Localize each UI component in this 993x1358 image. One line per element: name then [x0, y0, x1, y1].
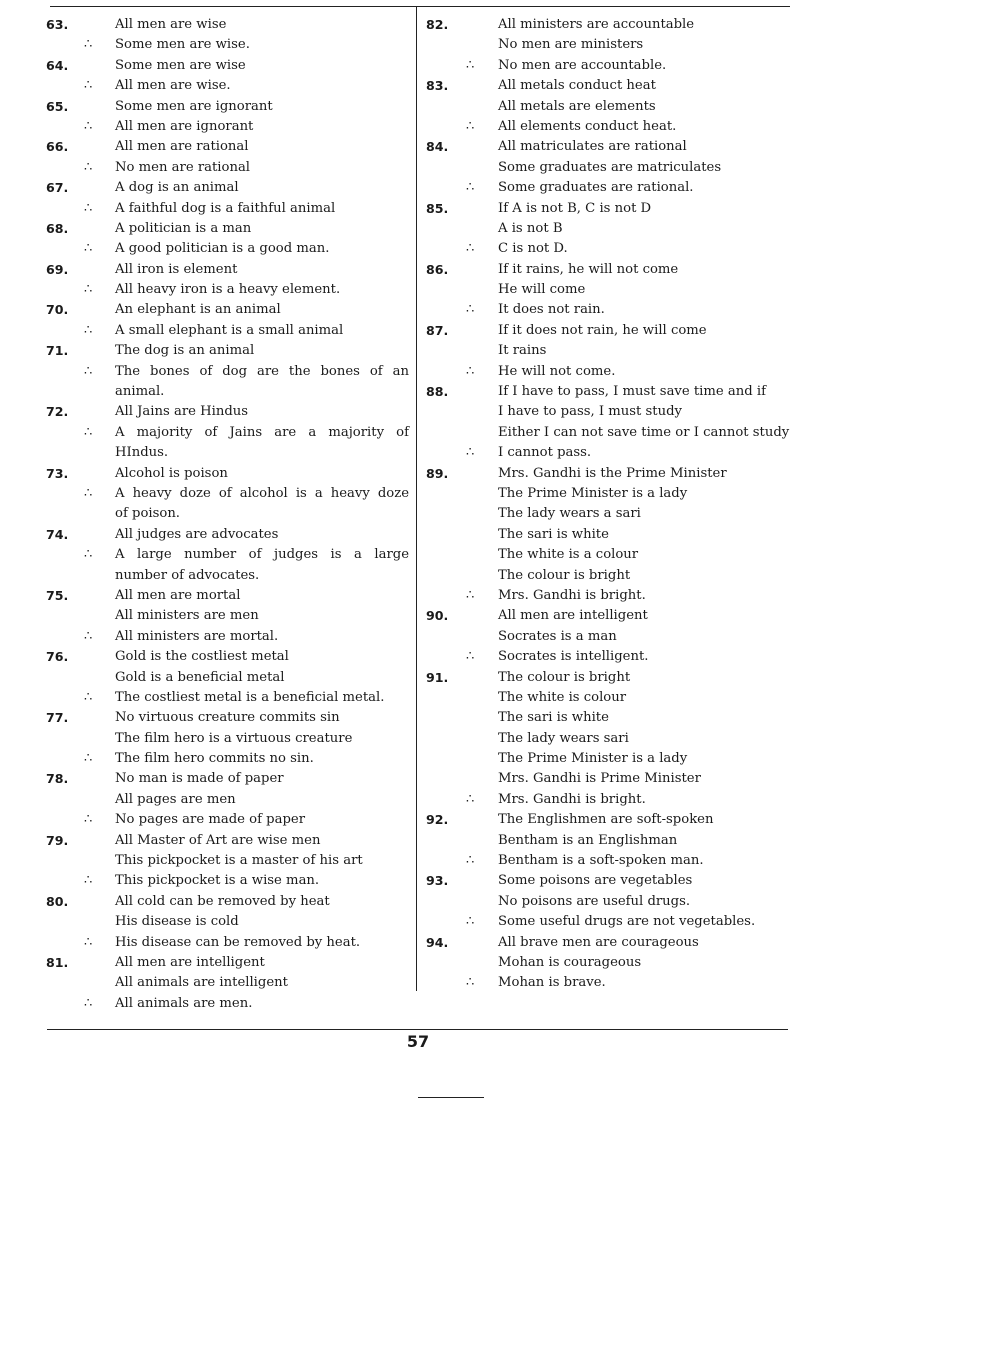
statement-text: All elements conduct heat. [498, 118, 677, 134]
syllogism-problem [44, 464, 414, 525]
premise-line [44, 260, 414, 280]
premise-line [44, 56, 414, 76]
syllogism-problem [44, 260, 414, 301]
syllogism-problem [44, 402, 414, 463]
statement-text: All cold can be removed by heat [115, 893, 330, 909]
premise-line [424, 627, 794, 647]
problem-number: 80. [46, 893, 69, 909]
problem-number: 84. [426, 139, 449, 155]
syllogism-problem [424, 606, 794, 667]
premise-line [44, 402, 414, 422]
statement-text: Alcohol is poison [115, 465, 228, 481]
statement-text: All men are ignorant [115, 118, 254, 134]
premise-line [424, 749, 794, 769]
premise-line [424, 137, 794, 157]
statement-text: All men are wise [115, 17, 227, 32]
premise-line [424, 566, 794, 586]
statement-text: All Jains are Hindus [115, 404, 249, 420]
premise-line [44, 708, 414, 728]
statement-text: Gold is the costliest metal [115, 649, 289, 665]
problem-number: 63. [46, 17, 69, 32]
premise-line [44, 606, 414, 626]
problem-number: 87. [426, 322, 449, 338]
statement-text: Some useful drugs are not vegetables. [498, 914, 756, 930]
statement-text: Mrs. Gandhi is bright. [498, 791, 646, 807]
premise-line [44, 953, 414, 973]
conclusion-line [44, 810, 414, 830]
statement-text: All matriculates are rational [498, 139, 687, 155]
conclusion-line [44, 688, 414, 708]
statement-text: The dog is an animal [115, 343, 255, 359]
problem-number: 82. [426, 17, 449, 32]
syllogism-problem [44, 586, 414, 647]
therefore-symbol: ∴ [466, 241, 475, 257]
statement-text: All animals are men. [115, 995, 253, 1011]
syllogism-problem [424, 933, 794, 994]
problem-number: 76. [46, 649, 69, 665]
conclusion-line [44, 749, 414, 769]
conclusion-line [424, 443, 794, 463]
syllogism-problem [44, 769, 414, 830]
statement-text: Socrates is intelligent. [498, 649, 649, 665]
statement-text: Some poisons are vegetables [498, 873, 693, 889]
statement-text: The costliest metal is a beneficial metal. [115, 689, 385, 705]
problem-number: 78. [46, 771, 69, 787]
problem-number: 93. [426, 873, 449, 889]
statement-text: A dog is an animal [115, 180, 239, 196]
statement-text: All animals are intelligent [115, 975, 288, 991]
therefore-symbol: ∴ [466, 853, 475, 869]
premise-line [44, 443, 414, 463]
statement-text: animal. [115, 384, 165, 400]
problem-number: 70. [46, 302, 69, 318]
conclusion-line [44, 199, 414, 219]
therefore-symbol: ∴ [84, 751, 93, 767]
statement-text: No men are accountable. [498, 57, 667, 73]
premise-line [44, 97, 414, 117]
premise-line [424, 545, 794, 565]
therefore-symbol: ∴ [466, 445, 475, 461]
statement-text: Gold is a beneficial metal [115, 669, 285, 685]
statement-text: All iron is element [115, 261, 238, 277]
conclusion-line [44, 362, 414, 382]
statement-text: of poison. [115, 506, 181, 522]
syllogism-problem [44, 525, 414, 586]
premise-line [44, 178, 414, 198]
problem-number: 83. [426, 78, 449, 94]
therefore-symbol: ∴ [466, 180, 475, 196]
therefore-symbol: ∴ [84, 159, 93, 175]
therefore-symbol: ∴ [466, 363, 475, 379]
conclusion-line [424, 851, 794, 871]
conclusion-line [424, 239, 794, 259]
statement-text: The colour is bright [498, 567, 631, 583]
premise-line [424, 831, 794, 851]
premise-line [424, 953, 794, 973]
premise-line [44, 504, 414, 524]
premise-line [424, 402, 794, 422]
premise-line [424, 158, 794, 178]
therefore-symbol: ∴ [84, 873, 93, 889]
statement-text: If A is not B, C is not D [498, 200, 652, 216]
conclusion-line [424, 178, 794, 198]
therefore-symbol: ∴ [84, 78, 93, 94]
conclusion-line [44, 994, 414, 1014]
statement-text: No pages are made of paper [115, 812, 306, 828]
statement-text: A is not B [498, 220, 563, 236]
conclusion-line [44, 933, 414, 953]
therefore-symbol: ∴ [84, 241, 93, 257]
column-divider [416, 6, 417, 991]
premise-line [424, 769, 794, 789]
statement-text: number of advocates. [115, 567, 260, 583]
statement-text: The lady wears a sari [498, 506, 641, 522]
statement-text: Some men are ignorant [115, 98, 273, 114]
statement-text: Either I can not save time or I cannot study [498, 424, 790, 440]
therefore-symbol: ∴ [84, 282, 93, 298]
premise-line [424, 810, 794, 830]
statement-text: All men are intelligent [498, 608, 648, 624]
premise-line [44, 790, 414, 810]
bottom-rule [47, 1029, 788, 1030]
conclusion-line [44, 423, 414, 443]
conclusion-line [424, 117, 794, 137]
statement-text: The white is a colour [498, 547, 639, 563]
therefore-symbol: ∴ [84, 424, 93, 440]
premise-line [44, 831, 414, 851]
statement-text: All pages are men [115, 791, 236, 807]
therefore-symbol: ∴ [84, 934, 93, 950]
conclusion-line [424, 647, 794, 667]
problem-number: 90. [426, 608, 449, 624]
statement-text: It does not rain. [498, 302, 605, 318]
syllogism-problem [44, 708, 414, 769]
statement-text: All judges are advocates [115, 526, 279, 542]
premise-line [424, 892, 794, 912]
problem-number: 86. [426, 261, 449, 277]
statement-text: This pickpocket is a master of his art [115, 853, 363, 869]
conclusion-line [44, 117, 414, 137]
statement-text: Some men are wise [115, 57, 246, 73]
conclusion-line [44, 239, 414, 259]
footer-rule [418, 1097, 484, 1098]
statement-text: No men are rational [115, 159, 251, 175]
premise-line [44, 647, 414, 667]
statement-text: All men are rational [115, 139, 249, 155]
therefore-symbol: ∴ [466, 975, 475, 991]
statement-text: All heavy iron is a heavy element. [115, 282, 341, 298]
therefore-symbol: ∴ [466, 914, 475, 930]
conclusion-line [44, 484, 414, 504]
statement-text: A politician is a man [115, 220, 252, 236]
premise-line [44, 668, 414, 688]
statement-text: All ministers are men [115, 608, 259, 624]
premise-line [424, 219, 794, 239]
syllogism-problem [424, 260, 794, 321]
premise-line [44, 300, 414, 320]
problem-number: 77. [46, 710, 69, 726]
problem-number: 81. [46, 954, 69, 970]
statement-text: A small elephant is a small animal [115, 322, 344, 338]
statement-text: The sari is white [498, 526, 609, 542]
statement-text: All metals are elements [498, 98, 656, 114]
premise-line [424, 688, 794, 708]
premise-line [44, 219, 414, 239]
conclusion-line [424, 790, 794, 810]
statement-text: No virtuous creature commits sin [115, 710, 340, 726]
problem-number: 75. [46, 587, 69, 603]
syllogism-problem [424, 668, 794, 811]
problem-number: 69. [46, 261, 69, 277]
therefore-symbol: ∴ [84, 200, 93, 216]
therefore-symbol: ∴ [84, 363, 93, 379]
statement-text: If I have to pass, I must save time and if [498, 384, 766, 400]
statement-text: All ministers are mortal. [115, 628, 279, 644]
statement-text: A majority of Jains are a majority of [115, 424, 409, 440]
premise-line [424, 97, 794, 117]
statement-text: All Master of Art are wise men [115, 832, 321, 848]
problem-number: 73. [46, 465, 69, 481]
syllogism-problem [44, 647, 414, 708]
premise-line [424, 729, 794, 749]
statement-text: Mrs. Gandhi is the Prime Minister [498, 465, 727, 481]
page-number: 57 [406, 1032, 430, 1051]
premise-line [424, 35, 794, 55]
conclusion-line [424, 362, 794, 382]
premise-line [44, 382, 414, 402]
therefore-symbol: ∴ [466, 791, 475, 807]
therefore-symbol: ∴ [466, 302, 475, 318]
premise-line [44, 912, 414, 932]
therefore-symbol: ∴ [466, 57, 475, 73]
statement-text: He will come [498, 282, 586, 298]
statement-text: The Englishmen are soft-spoken [498, 812, 714, 828]
statement-text: A heavy doze of alcohol is a heavy doze [115, 485, 409, 501]
conclusion-line [424, 586, 794, 606]
syllogism-problem [44, 137, 414, 178]
therefore-symbol: ∴ [84, 485, 93, 501]
statement-text: No men are ministers [498, 37, 644, 53]
statement-text: Bentham is a soft-spoken man. [498, 853, 704, 869]
premise-line [44, 769, 414, 789]
syllogism-problem [424, 871, 794, 932]
statement-text: HIndus. [115, 445, 169, 461]
statement-text: He will not come. [498, 363, 616, 379]
premise-line [424, 708, 794, 728]
statement-text: Bentham is an Englishman [498, 832, 678, 848]
premise-line [44, 586, 414, 606]
statement-text: The bones of dog are the bones of an [115, 363, 409, 379]
statement-text: All men are mortal [115, 587, 241, 603]
syllogism-problem [424, 321, 794, 382]
statement-text: All men are intelligent [115, 954, 265, 970]
statement-text: Some men are wise. [115, 37, 250, 53]
problem-number: 85. [426, 200, 449, 216]
therefore-symbol: ∴ [84, 37, 93, 53]
conclusion-line [44, 545, 414, 565]
conclusion-line [44, 321, 414, 341]
therefore-symbol: ∴ [84, 812, 93, 828]
syllogism-problem [44, 178, 414, 219]
therefore-symbol: ∴ [466, 649, 475, 665]
premise-line [424, 382, 794, 402]
conclusion-line [44, 76, 414, 96]
statement-text: Some graduates are matriculates [498, 159, 722, 175]
conclusion-line [424, 300, 794, 320]
statement-text: Mohan is brave. [498, 975, 606, 991]
left-column [44, 15, 414, 1014]
premise-line [424, 280, 794, 300]
premise-line [424, 933, 794, 953]
statement-text: All ministers are accountable [498, 17, 695, 32]
premise-line [44, 729, 414, 749]
premise-line [424, 668, 794, 688]
premise-line [424, 525, 794, 545]
syllogism-problem [44, 831, 414, 892]
statement-text: C is not D. [498, 241, 568, 257]
statement-text: All brave men are courageous [498, 934, 699, 950]
statement-text: If it rains, he will not come [498, 261, 679, 277]
statement-text: No man is made of paper [115, 771, 284, 787]
syllogism-problem [424, 137, 794, 198]
premise-line [44, 525, 414, 545]
premise-line [44, 851, 414, 871]
premise-line [44, 566, 414, 586]
conclusion-line [44, 627, 414, 647]
syllogism-problem [424, 382, 794, 464]
statement-text: This pickpocket is a wise man. [115, 873, 320, 889]
premise-line [424, 871, 794, 891]
therefore-symbol: ∴ [84, 628, 93, 644]
problem-number: 65. [46, 98, 69, 114]
premise-line [424, 321, 794, 341]
statement-text: No poisons are useful drugs. [498, 893, 691, 909]
right-column [424, 15, 794, 994]
syllogism-problem [44, 953, 414, 1014]
problem-number: 89. [426, 465, 449, 481]
statement-text: The film hero commits no sin. [115, 751, 314, 767]
problem-number: 74. [46, 526, 69, 542]
statement-text: The white is colour [498, 689, 627, 705]
problem-number: 72. [46, 404, 69, 420]
statement-text: The film hero is a virtuous creature [115, 730, 353, 746]
statement-text: A faithful dog is a faithful animal [115, 200, 336, 216]
syllogism-problem [44, 892, 414, 953]
syllogism-problem [424, 76, 794, 137]
syllogism-problem [424, 810, 794, 871]
syllogism-problem [424, 464, 794, 607]
problem-number: 94. [426, 934, 449, 950]
statement-text: If it does not rain, he will come [498, 322, 707, 338]
conclusion-line [44, 280, 414, 300]
premise-line [424, 260, 794, 280]
syllogism-problem [44, 15, 414, 56]
therefore-symbol: ∴ [466, 118, 475, 134]
problem-number: 88. [426, 384, 449, 400]
therefore-symbol: ∴ [84, 547, 93, 563]
statement-text: An elephant is an animal [115, 302, 281, 318]
syllogism-problem [44, 300, 414, 341]
statement-text: A good politician is a good man. [115, 241, 330, 257]
statement-text: Mrs. Gandhi is bright. [498, 587, 646, 603]
premise-line [424, 15, 794, 35]
premise-line [44, 15, 414, 35]
premise-line [44, 973, 414, 993]
premise-line [424, 464, 794, 484]
premise-line [424, 606, 794, 626]
therefore-symbol: ∴ [84, 322, 93, 338]
statement-text: The sari is white [498, 710, 609, 726]
conclusion-line [424, 912, 794, 932]
statement-text: The Prime Minister is a lady [498, 485, 688, 501]
therefore-symbol: ∴ [84, 118, 93, 134]
premise-line [44, 341, 414, 361]
statement-text: It rains [498, 343, 547, 359]
premise-line [44, 464, 414, 484]
statement-text: A large number of judges is a large [115, 547, 409, 563]
top-rule [50, 6, 790, 7]
syllogism-problem [44, 56, 414, 97]
conclusion-line [424, 56, 794, 76]
conclusion-line [44, 158, 414, 178]
statement-text: Some graduates are rational. [498, 180, 694, 196]
statement-text: The colour is bright [498, 669, 631, 685]
statement-text: Mohan is courageous [498, 954, 642, 970]
problem-number: 71. [46, 343, 69, 359]
statement-text: The Prime Minister is a lady [498, 751, 688, 767]
statement-text: Mrs. Gandhi is Prime Minister [498, 771, 701, 787]
problem-number: 66. [46, 139, 69, 155]
therefore-symbol: ∴ [466, 587, 475, 603]
premise-line [44, 892, 414, 912]
premise-line [424, 423, 794, 443]
premise-line [424, 341, 794, 361]
statement-text: I have to pass, I must study [498, 404, 682, 420]
premise-line [424, 504, 794, 524]
conclusion-line [44, 35, 414, 55]
problem-number: 67. [46, 180, 69, 196]
statement-text: All metals conduct heat [498, 78, 656, 94]
conclusion-line [424, 973, 794, 993]
problem-number: 68. [46, 220, 69, 236]
premise-line [424, 199, 794, 219]
problem-number: 79. [46, 832, 69, 848]
syllogism-problem [44, 341, 414, 402]
conclusion-line [44, 871, 414, 891]
statement-text: I cannot pass. [498, 445, 592, 461]
statement-text: All men are wise. [115, 78, 231, 94]
statement-text: The lady wears sari [498, 730, 629, 746]
statement-text: His disease can be removed by heat. [115, 934, 361, 950]
statement-text: Socrates is a man [498, 628, 617, 644]
problem-number: 64. [46, 57, 69, 73]
therefore-symbol: ∴ [84, 995, 93, 1011]
therefore-symbol: ∴ [84, 689, 93, 705]
premise-line [424, 484, 794, 504]
premise-line [424, 76, 794, 96]
syllogism-problem [424, 199, 794, 260]
syllogism-problem [424, 15, 794, 76]
problem-number: 91. [426, 669, 449, 685]
statement-text: His disease is cold [115, 914, 239, 930]
premise-line [44, 137, 414, 157]
syllogism-problem [44, 219, 414, 260]
syllogism-problem [44, 97, 414, 138]
problem-number: 92. [426, 812, 449, 828]
